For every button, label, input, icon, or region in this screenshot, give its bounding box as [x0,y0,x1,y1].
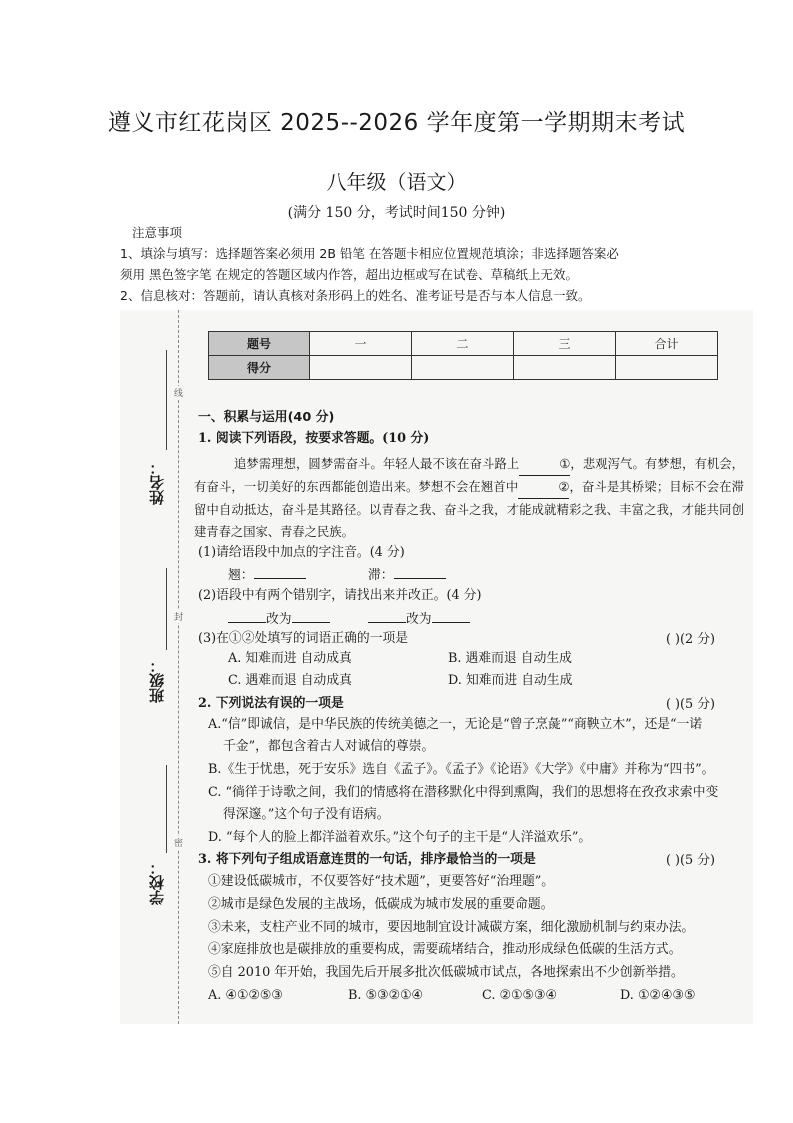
section-title: 一、积累与运用(40 分) [198,410,335,425]
question-1-sub-3: (3)在①②处填写的词语正确的一项是 [198,631,409,646]
binding-mark-secret: 密 [172,838,182,847]
question-1-sub-2: (2)语段中有两个错别字，请找出来并改正。(4 分) [198,588,482,603]
correction-item-2 [368,608,470,627]
q3-sentence-1: ①建设低碳城市，不仅要答好“技术题”，更要答好“治理题”。 [208,874,555,889]
score-header-cell: 一 [310,332,412,356]
notice-item-2: 2、信息核对：答题前，请认真核对条形码上的姓名、准考证号是否与本人信息一致。 [120,288,591,303]
q2-option-a-line1[interactable]: A.“信”即诚信，是中华民族的传统美德之一，无论是“曾子烹彘”“商鞅立木”，还是“一诺 [208,717,703,732]
school-line [166,765,167,853]
school-label: 学校： [148,860,166,905]
correction-item-1 [228,608,330,627]
q2-option-d[interactable]: D. “每个人的脸上都洋溢着欢乐。”这个句子的主干是“人洋溢欢乐”。 [208,830,592,845]
option-b[interactable]: B. 遇难而退 自动生成 [448,651,572,666]
q3-sentence-3: ③未来，支柱产业不同的城市，要因地制宜设计减碳方案，细化激励机制与约束办法。 [208,920,695,935]
q3-sentence-2: ②城市是绿色发展的主战场，低碳成为城市发展的重要命题。 [208,897,554,912]
passage-blank-2[interactable]: ② [518,476,569,499]
name-field[interactable] [146,460,170,570]
name-label: 姓名： [148,460,166,505]
q2-option-c-line2: 得深邃。”这个句子没有语病。 [223,807,390,822]
score-header-cell: 三 [514,332,616,356]
notice-item-1b: 须用 黑色签字笔 在规定的答题区域内作答，超出边框或写在试卷、草稿纸上无效。 [120,267,578,282]
score-row-label: 得分 [209,356,310,380]
q2-option-b[interactable]: B.《生于忧患，死于安乐》选自《孟子》。《孟子》《论语》《大学》《中庸》并称为“四书”。 [208,762,715,777]
question-2-stem: 2. 下列说法有误的一项是 [198,696,344,711]
score-table-score-row [209,356,718,380]
name-line [166,350,167,450]
binding-mark-seal: 封 [172,612,182,621]
question-3-mark[interactable]: ( )(5 分) [665,853,715,868]
class-field[interactable] [146,658,170,748]
q3-option-a[interactable]: A. ④①②⑤③ [208,988,283,1003]
notice-heading: 注意事项 [132,225,183,240]
binding-dashed-line [178,310,179,1024]
score-header-cell: 合计 [616,332,718,356]
option-c[interactable]: C. 遇难而退 自动成真 [228,673,352,688]
passage-blank-1[interactable]: ① [519,453,570,476]
notice-item-1a: 1、填涂与填写：选择题答案必须用 2B 铅笔 在答题卡相应位置规范填涂；非选择题答案必 [120,246,619,261]
scanned-exam-page [120,310,753,1024]
score-cell[interactable] [514,356,616,380]
pinyin-item-2 [368,564,446,583]
right-char-blank-2[interactable] [432,622,470,623]
option-a[interactable]: A. 知难而进 自动成真 [228,651,352,666]
pinyin-blank-1[interactable] [254,578,306,579]
score-time-line: (满分 150 分，考试时间150 分钟) [287,205,506,221]
passage-part-3: ，奋斗是其桥梁；目标不会在滞留中自动抵达，奋斗是其路径。以青春之我、奋斗之我，才能成就精彩之我、丰富之我，才能共同创建青春之国家、青春之民族。 [194,480,744,539]
question-1-stem: 1. 阅读下列语段，按要求答题。(10 分) [198,431,430,446]
change-label-2: 改为 [406,612,432,627]
score-table [208,331,718,380]
pinyin-blank-2[interactable] [394,578,446,579]
question-1-sub-1: (1)请给语段中加点的字注音。(4 分) [198,545,405,560]
binding-mark-line: 线 [172,388,182,397]
score-cell[interactable] [412,356,514,380]
question-2-mark[interactable]: ( )(5 分) [665,697,715,712]
q3-sentence-4: ④家庭排放也是碳排放的重要构成，需要疏堵结合，推动形成绿色低碳的生活方式。 [208,942,682,957]
exam-title: 遵义市红花岗区 2025--2026 学年度第一学期期末考试 [107,110,686,136]
q3-option-d[interactable]: D. ①②④③⑤ [620,988,696,1003]
pinyin-label-1: 翘： [228,568,254,583]
passage-part-2: ，悲观泻气。有梦想，有机会，有奋斗，一切美好的东西都能创造出来。梦想不会在翘首中 [194,457,744,494]
change-label-1: 改为 [266,612,292,627]
score-table-header-row [209,332,718,356]
passage-part-1: 追梦需理想，圆梦需奋斗。年轻人最不该在奋斗路上 [234,457,520,471]
score-cell[interactable] [310,356,412,380]
question-1-sub-3-mark[interactable]: ( )(2 分) [665,632,715,647]
class-label: 班级： [148,658,166,703]
exam-subtitle: 八年级（语文） [326,170,467,194]
score-cell[interactable] [616,356,718,380]
q2-option-a-line2: 千金”，都包含着古人对诚信的尊崇。 [223,739,435,754]
score-header-cell: 题号 [209,332,310,356]
class-line [166,568,167,650]
q2-option-c-line1[interactable]: C. “徜徉于诗歌之间，我们的情感将在潜移默化中得到熏陶，我们的思想将在孜孜求索中变 [208,785,719,800]
option-d[interactable]: D. 知难而进 自动生成 [448,673,573,688]
wrong-char-blank-2[interactable] [368,622,406,623]
question-3-stem: 3. 将下列句子组成语意连贯的一句话，排序最恰当的一项是 [198,852,536,867]
pinyin-label-2: 滞： [368,568,394,583]
q3-option-b[interactable]: B. ⑤③②①④ [348,988,423,1003]
score-header-cell: 二 [412,332,514,356]
q3-sentence-5: ⑤自 2010 年开始，我国先后开展多批次低碳城市试点，各地探索出不少创新举措。 [208,965,684,980]
wrong-char-blank-1[interactable] [228,622,266,623]
right-char-blank-1[interactable] [292,622,330,623]
notice-block [120,222,680,306]
question-1-passage [194,453,744,543]
q3-option-c[interactable]: C. ②①⑤③④ [482,988,557,1003]
school-field[interactable] [146,860,170,950]
pinyin-item-1 [228,564,306,583]
